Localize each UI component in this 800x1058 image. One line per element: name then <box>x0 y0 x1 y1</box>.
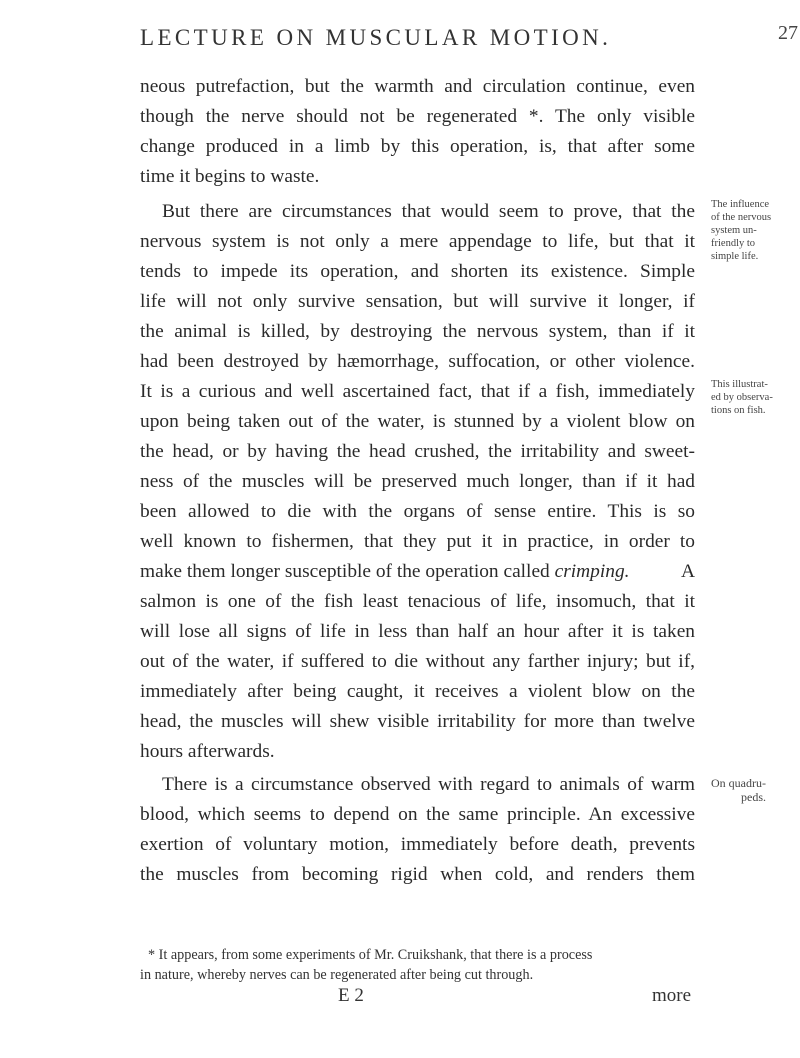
text-line: the animal is killed, by destroying the nervous system, than if it <box>140 321 695 342</box>
text-line: been allowed to die with the organs of sense entire. This is so <box>140 501 695 522</box>
text-line: will lose all signs of life in less than half an hour after it is taken <box>140 621 695 642</box>
note-line: This illustrat- <box>711 379 768 390</box>
catchword: more <box>652 985 692 1006</box>
text-line: hours afterwards. <box>140 741 275 762</box>
text-line: time it begins to waste. <box>140 166 320 187</box>
paragraph-1 <box>140 72 695 192</box>
text-line: But there are circumstances that would seem to prove, that the <box>162 201 695 222</box>
text-line: upon being taken out of the water, is stunned by a violent blow on <box>140 411 695 432</box>
italic-term: crimping. <box>554 561 630 582</box>
text-line: nervous system is not only a mere appendage to life, but that it <box>140 231 695 252</box>
note-line: ed by observa- <box>711 392 773 403</box>
signature-mark: E 2 <box>338 985 364 1006</box>
text-line: neous putrefaction, but the warmth and circulation continue, even <box>140 76 695 97</box>
footnote <box>140 945 695 985</box>
text-line: blood, which seems to depend on the same principle. An excessive <box>140 804 695 825</box>
text-line: well known to fishermen, that they put it in practice, in order to <box>140 531 695 552</box>
line-text: make them longer susceptible of the operation called <box>140 561 550 582</box>
paragraph-2 <box>140 197 695 767</box>
text-line: tends to impede its operation, and shorten its existence. Simple <box>140 261 695 282</box>
note-line: friendly to <box>711 238 756 249</box>
line-end: A <box>680 561 695 582</box>
running-title: LECTURE ON MUSCULAR MOTION. <box>140 25 612 50</box>
text-line: exertion of voluntary motion, immediately before death, prevents <box>140 834 695 855</box>
text-line: salmon is one of the fish least tenacious of life, insomuch, that it <box>140 591 695 612</box>
margin-note-nervous-system <box>711 198 797 263</box>
text-line: the head, or by having the head crushed, the irritability and sweet- <box>140 441 695 462</box>
text-line: life will not only survive sensation, but will survive it longer, if <box>140 291 695 312</box>
text-line: immediately after being caught, it receives a violent blow on the <box>140 681 695 702</box>
margin-note-quadrupeds <box>711 776 797 804</box>
note-line: simple life. <box>711 251 759 262</box>
text-line: had been destroyed by hæmorrhage, suffocation, or other violence. <box>140 351 695 372</box>
note-line: On quadru- <box>711 776 766 790</box>
page-header <box>0 0 800 60</box>
text-line: head, the muscles will shew visible irritability for more than twelve <box>140 711 695 732</box>
note-line: of the nervous <box>711 212 772 223</box>
text-line <box>140 557 695 587</box>
page-number: 27 <box>778 22 798 44</box>
note-line: tions on fish. <box>711 405 766 416</box>
footnote-line: * It appears, from some experiments of Mr. Cruikshank, that there is a process <box>148 947 593 963</box>
note-line: system un- <box>711 225 757 236</box>
text-line: though the nerve should not be regenerated *. The only visible <box>140 106 695 127</box>
note-line: The influence <box>711 199 770 210</box>
margin-note-fish <box>711 378 797 417</box>
paragraph-3 <box>140 770 695 890</box>
text-line: change produced in a limb by this operation, is, that after some <box>140 136 695 157</box>
text-line: It is a curious and well ascertained fact, that if a fish, immediately <box>140 381 695 402</box>
text-line: out of the water, if suffered to die without any farther injury; but if, <box>140 651 695 672</box>
note-line: peds. <box>741 790 766 804</box>
text-line: There is a circumstance observed with regard to animals of warm <box>162 774 695 795</box>
text-line: ness of the muscles will be preserved much longer, than if it had <box>140 471 695 492</box>
text-line: the muscles from becoming rigid when cold, and renders them <box>140 864 695 885</box>
footnote-line: in nature, whereby nerves can be regenerated after being cut through. <box>140 967 534 983</box>
